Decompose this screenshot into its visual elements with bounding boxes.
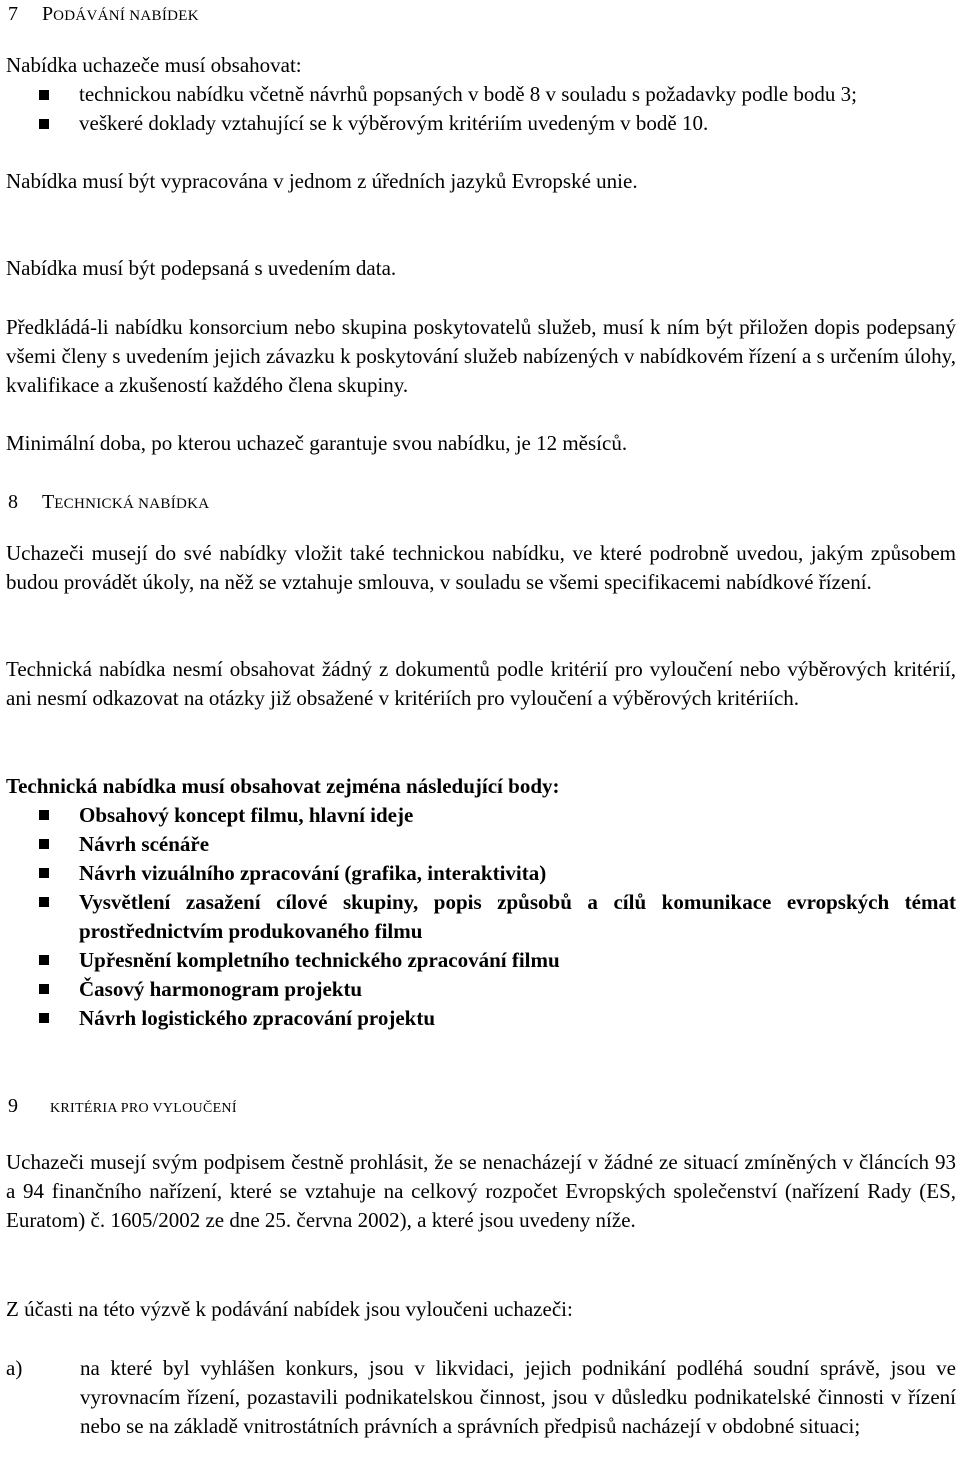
section-9-number: 9 bbox=[8, 1095, 18, 1117]
list-item-text: Návrh scénáře bbox=[79, 832, 210, 856]
technical-offer-list-title: Technická nabídka musí obsahovat zejména následující body: bbox=[6, 774, 560, 798]
section-9-title-initial: K bbox=[50, 1101, 61, 1116]
section-8-title-initial: T bbox=[42, 491, 55, 513]
list-item-text: Časový harmonogram projektu bbox=[79, 977, 363, 1001]
list-item bbox=[6, 946, 956, 975]
section-8-title-rest: ECHNICKÁ NABÍDKA bbox=[54, 496, 210, 512]
consortium-paragraph: Předkládá-li nabídku konsorcium nebo skupina poskytovatelů služeb, musí k ním být přiložen dopis podepsaný všemi členy s uvedením jejich závazku k poskytování služeb nabízených v nabídkovém řízení a s určením úlohy, kvalifikace a zkušeností každého člena skupiny. bbox=[6, 315, 956, 397]
section-9-heading bbox=[8, 1094, 237, 1121]
square-bullet-icon bbox=[39, 1013, 49, 1023]
list-item bbox=[6, 801, 956, 830]
technical-offer-points bbox=[6, 801, 956, 1033]
square-bullet-icon bbox=[39, 984, 49, 994]
list-item bbox=[6, 830, 956, 859]
section-8-heading bbox=[8, 490, 209, 516]
square-bullet-icon bbox=[39, 90, 49, 100]
technical-offer-paragraph: Uchazeči musejí do své nabídky vložit také technickou nabídku, ve které podrobně uvedou, jakým způsobem budou provádět úkoly, na něž se vztahuje smlouva, v souladu se všemi specifikacemi nabídkové řízení. bbox=[6, 541, 956, 594]
list-item bbox=[6, 80, 956, 109]
exclusion-item-a bbox=[6, 1354, 956, 1441]
list-item-text: technickou nabídku včetně návrhů popsaných v bodě 8 v souladu s požadavky podle bodu 3; bbox=[79, 82, 857, 106]
signature-requirement: Nabídka musí být podepsaná s uvedením data. bbox=[6, 256, 397, 280]
list-item-text: Obsahový koncept filmu, hlavní ideje bbox=[79, 803, 414, 827]
list-item-text: Návrh logistického zpracování projektu bbox=[79, 1006, 436, 1030]
square-bullet-icon bbox=[39, 119, 49, 129]
list-item-text: Upřesnění kompletního technického zpracování filmu bbox=[79, 948, 560, 972]
list-item bbox=[6, 975, 956, 1004]
item-marker: a) bbox=[6, 1356, 23, 1380]
section-7-bullet-list bbox=[6, 80, 956, 138]
list-item bbox=[6, 859, 956, 888]
square-bullet-icon bbox=[39, 868, 49, 878]
exclusion-intro: Z účasti na této výzvě k podávání nabídek jsou vyloučeni uchazeči: bbox=[6, 1297, 573, 1321]
square-bullet-icon bbox=[39, 955, 49, 965]
list-item-text: Vysvětlení zasažení cílové skupiny, popis způsobů a cílů komunikace evropských témat prostřednictvím produkovaného filmu bbox=[79, 890, 956, 943]
list-item bbox=[6, 109, 956, 138]
list-item bbox=[6, 888, 956, 946]
square-bullet-icon bbox=[39, 897, 49, 907]
item-text: na které byl vyhlášen konkurs, jsou v likvidaci, jejich podnikání podléhá soudní správě, jsou ve vyrovnacím řízení, pozastavili podnikatelskou činnost, jsou v důsledku podnikatelské činnosti v řízení nebo se na základě vnitrostátních právních a správních předpisů nacházejí v obdobné situaci; bbox=[80, 1356, 956, 1438]
exclusion-declaration-paragraph: Uchazeči musejí svým podpisem čestně prohlásit, že se nenacházejí v žádné ze situací zmíněných v článcích 93 a 94 finančního nařízení, které se vztahuje na celkový rozpočet Evropských společenství (nařízení Rady (ES, Euratom) č. 1605/2002 ze dne 25. června 2002), a které jsou uvedeny níže. bbox=[6, 1150, 956, 1232]
section-9-title-rest: RITÉRIA PRO VYLOUČENÍ bbox=[60, 1101, 237, 1116]
section-7-title-initial: P bbox=[42, 3, 54, 25]
section-7-title-rest: ODÁVÁNÍ NABÍDEK bbox=[53, 8, 199, 24]
square-bullet-icon bbox=[39, 839, 49, 849]
section-7-number: 7 bbox=[8, 3, 18, 25]
section-8-number: 8 bbox=[8, 491, 18, 513]
list-item-text: veškeré doklady vztahující se k výběrovým kritériím uvedeným v bodě 10. bbox=[79, 111, 709, 135]
square-bullet-icon bbox=[39, 810, 49, 820]
list-item-text: Návrh vizuálního zpracování (grafika, interaktivita) bbox=[79, 861, 547, 885]
list-item bbox=[6, 1004, 956, 1033]
validity-paragraph: Minimální doba, po kterou uchazeč garantuje svou nabídku, je 12 měsíců. bbox=[6, 431, 628, 455]
language-requirement: Nabídka musí být vypracována v jednom z úředních jazyků Evropské unie. bbox=[6, 169, 638, 193]
section-7-heading bbox=[8, 2, 199, 28]
section-7-intro: Nabídka uchazeče musí obsahovat: bbox=[6, 53, 302, 77]
technical-offer-restrictions: Technická nabídka nesmí obsahovat žádný z dokumentů podle kritérií pro vyloučení nebo výběrových kritérií, ani nesmí odkazovat na otázky již obsažené v kritériích pro vyloučení a výběrových kritériích. bbox=[6, 657, 956, 710]
